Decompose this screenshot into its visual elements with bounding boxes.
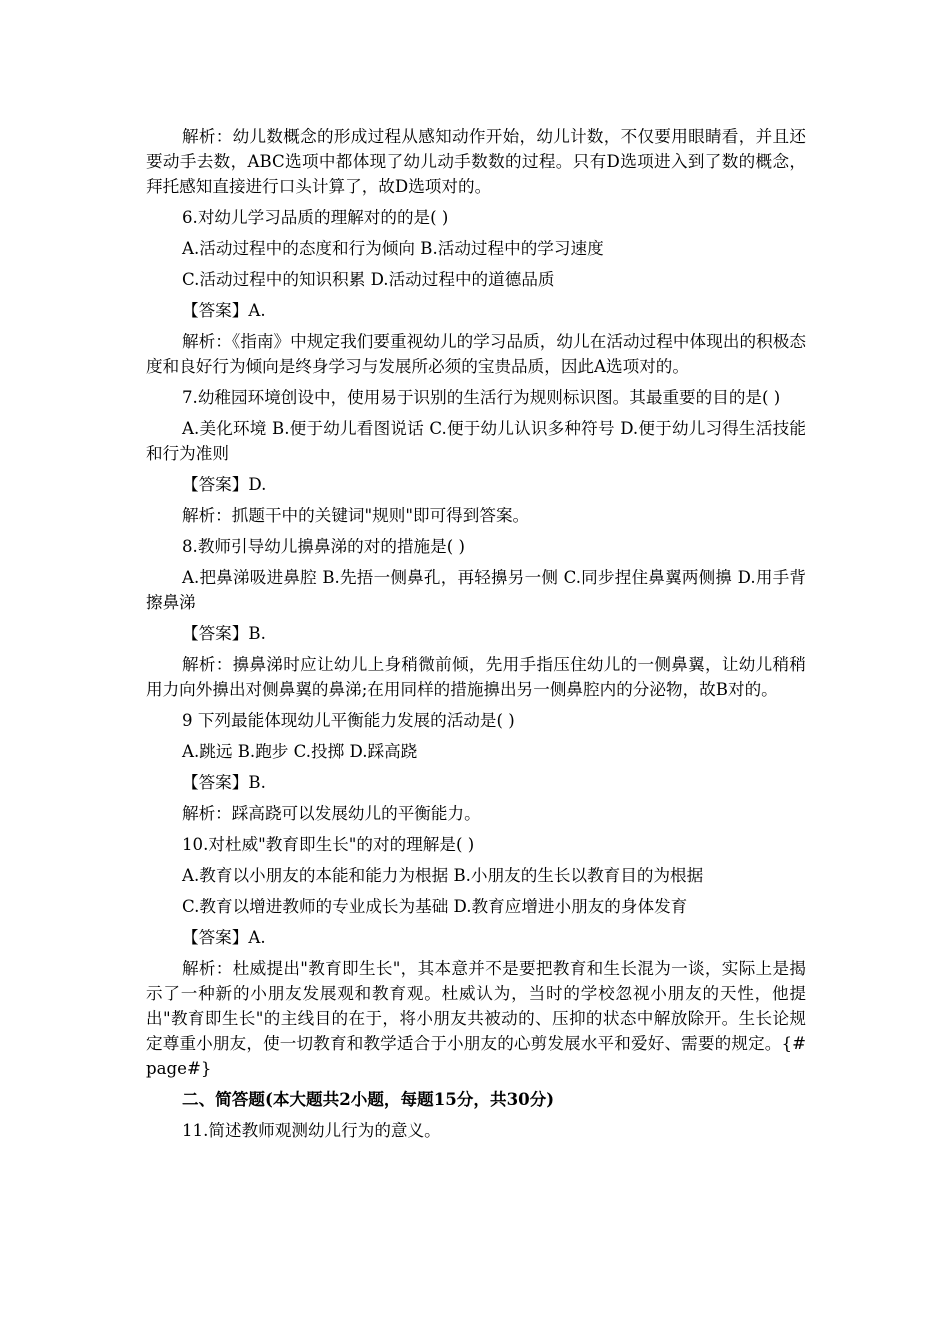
paragraph-analysis-7: 解析：抓题干中的关键词"规则"即可得到答案。 (182, 506, 530, 525)
question-6: 6.对幼儿学习品质的理解对的的是( ) (182, 208, 449, 227)
paragraph-analysis-9: 解析：踩高跷可以发展幼儿的平衡能力。 (182, 804, 481, 823)
paragraph-analysis-5: 解析：幼儿数概念的形成过程从感知动作开始，幼儿计数，不仅要用眼睛看，并且还要动手去数，ABC选项中都体现了幼儿动手数数的过程。只有D选项进入到了数的概念，拜托感知直接进行口头计算了，故D选项对的。 (146, 127, 806, 196)
answer-8: 【答案】B. (182, 624, 266, 643)
answer-9: 【答案】B. (182, 773, 266, 792)
answer-7: 【答案】D. (182, 475, 267, 494)
paragraph-analysis-8: 解析：擤鼻涕时应让幼儿上身稍微前倾，先用手指压住幼儿的一侧鼻翼，让幼儿稍稍用力向外擤出对侧鼻翼的鼻涕;在用同样的措施擤出另一侧鼻腔内的分泌物，故B对的。 (146, 655, 806, 699)
question-10-options-ab: A.教育以小朋友的本能和能力为根据 B.小朋友的生长以教育目的为根据 (182, 866, 704, 885)
paragraph-analysis-6: 解析：《指南》中规定我们要重视幼儿的学习品质，幼儿在活动过程中体现出的积极态度和良好行为倾向是终身学习与发展所必须的宝贵品质，因此A选项对的。 (146, 332, 806, 376)
question-10: 10.对杜威"教育即生长"的对的理解是( ) (182, 835, 475, 854)
section-heading-short-answer: 二、简答题(本大题共2小题，每题15分，共30分) (182, 1089, 555, 1109)
question-9-options: A.跳远 B.跑步 C.投掷 D.踩高跷 (182, 742, 418, 761)
answer-10: 【答案】A. (182, 928, 266, 947)
question-6-options-ab: A.活动过程中的态度和行为倾向 B.活动过程中的学习速度 (182, 239, 604, 258)
question-8-options: A.把鼻涕吸进鼻腔 B.先捂一侧鼻孔，再轻擤另一侧 C.同步捏住鼻翼两侧擤 D.用手背擦鼻涕 (146, 568, 806, 612)
question-8: 8.教师引导幼儿擤鼻涕的对的措施是( ) (182, 537, 465, 556)
document-page (146, 124, 806, 1149)
question-11: 11.简述教师观测幼儿行为的意义。 (182, 1121, 441, 1140)
question-7: 7.幼稚园环境创设中，使用易于识别的生活行为规则标识图。其最重要的目的是( ) (182, 388, 781, 407)
answer-6: 【答案】A. (182, 301, 266, 320)
question-7-options: A.美化环境 B.便于幼儿看图说话 C.便于幼儿认识多种符号 D.便于幼儿习得生活技能和行为准则 (146, 419, 806, 463)
question-10-options-cd: C.教育以增进教师的专业成长为基础 D.教育应增进小朋友的身体发育 (182, 897, 688, 916)
question-6-options-cd: C.活动过程中的知识积累 D.活动过程中的道德品质 (182, 270, 555, 289)
question-9: 9 下列最能体现幼儿平衡能力发展的活动是( ) (182, 711, 515, 730)
paragraph-analysis-10: 解析：杜威提出"教育即生长"，其本意并不是要把教育和生长混为一谈，实际上是揭示了一种新的小朋友发展观和教育观。杜威认为，当时的学校忽视小朋友的天性，他提出"教育即生长"的主线目的在于，将小朋友共被动的、压抑的状态中解放除开。生长论规定尊重小朋友，使一切教育和教学适合于小朋友的心剪发展水平和爱好、需要的规定。{#page#} (146, 959, 806, 1078)
